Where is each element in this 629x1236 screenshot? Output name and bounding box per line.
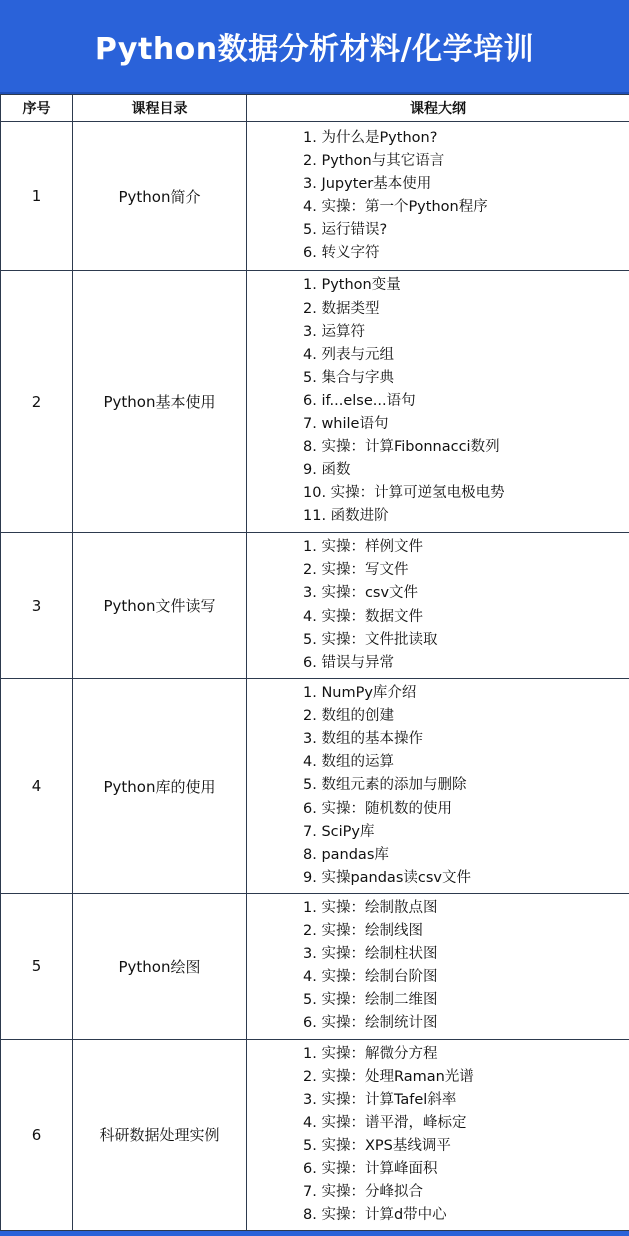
outline-item: 2. 实操：写文件 [303, 559, 629, 582]
outline-item: 6. if...else...语句 [303, 390, 629, 413]
row-category: Python文件读写 [73, 533, 247, 679]
row-category: Python基本使用 [73, 271, 247, 533]
row-category: 科研数据处理实例 [73, 1039, 247, 1231]
outline-item: 4. 实操：数据文件 [303, 606, 629, 629]
outline-item: 5. 集合与字典 [303, 367, 629, 390]
row-category: Python简介 [73, 122, 247, 271]
outline-item: 2. 数组的创建 [303, 705, 629, 728]
outline-item: 3. 数组的基本操作 [303, 728, 629, 751]
row-index: 4 [1, 679, 73, 894]
outline-item: 4. 实操：第一个Python程序 [303, 196, 629, 219]
course-table [0, 94, 629, 1231]
outline-item: 7. while语句 [303, 413, 629, 436]
outline-item: 8. 实操：计算d带中心 [303, 1204, 629, 1227]
row-outline [247, 1039, 629, 1231]
row-outline [247, 533, 629, 679]
outline-item: 5. 实操：文件批读取 [303, 629, 629, 652]
outline-item: 5. 数组元素的添加与删除 [303, 774, 629, 797]
row-outline [247, 679, 629, 894]
outline-item: 1. Python变量 [303, 274, 629, 297]
outline-item: 4. 实操：绘制台阶图 [303, 966, 629, 989]
outline-list [303, 682, 629, 890]
outline-item: 6. 实操：随机数的使用 [303, 798, 629, 821]
row-index: 2 [1, 271, 73, 533]
outline-item: 4. 数组的运算 [303, 751, 629, 774]
outline-item: 5. 实操：XPS基线调平 [303, 1135, 629, 1158]
outline-item: 1. 实操：样例文件 [303, 536, 629, 559]
row-outline [247, 271, 629, 533]
outline-list [303, 127, 629, 266]
table-row [1, 533, 629, 679]
row-index: 1 [1, 122, 73, 271]
row-category: Python绘图 [73, 894, 247, 1040]
header-outline: 课程大纲 [247, 95, 629, 122]
outline-item: 8. pandas库 [303, 844, 629, 867]
outline-list [303, 274, 629, 528]
row-index: 5 [1, 894, 73, 1040]
outline-item: 7. 实操：分峰拟合 [303, 1181, 629, 1204]
outline-item: 1. NumPy库介绍 [303, 682, 629, 705]
table-header-row [1, 95, 629, 122]
outline-item: 7. SciPy库 [303, 821, 629, 844]
outline-item: 2. 数据类型 [303, 298, 629, 321]
outline-item: 6. 实操：绘制统计图 [303, 1012, 629, 1035]
table-row [1, 679, 629, 894]
outline-item: 10. 实操：计算可逆氢电极电势 [303, 482, 629, 505]
row-index: 3 [1, 533, 73, 679]
outline-item: 2. 实操：绘制线图 [303, 920, 629, 943]
header-category: 课程目录 [73, 95, 247, 122]
row-index: 6 [1, 1039, 73, 1231]
outline-item: 6. 实操：计算峰面积 [303, 1158, 629, 1181]
table-row [1, 271, 629, 533]
outline-item: 1. 实操：解微分方程 [303, 1043, 629, 1066]
outline-item: 1. 实操：绘制散点图 [303, 897, 629, 920]
outline-item: 5. 实操：绘制二维图 [303, 989, 629, 1012]
outline-item: 4. 列表与元组 [303, 344, 629, 367]
row-outline [247, 122, 629, 271]
row-outline [247, 894, 629, 1040]
outline-item: 2. 实操：处理Raman光谱 [303, 1066, 629, 1089]
header-index: 序号 [1, 95, 73, 122]
outline-item: 2. Python与其它语言 [303, 150, 629, 173]
outline-item: 8. 实操：计算Fibonnacci数列 [303, 436, 629, 459]
outline-item: 3. 运算符 [303, 321, 629, 344]
outline-item: 3. 实操：计算Tafel斜率 [303, 1089, 629, 1112]
outline-item: 9. 实操pandas读csv文件 [303, 867, 629, 890]
outline-item: 6. 错误与异常 [303, 652, 629, 675]
outline-item: 3. Jupyter基本使用 [303, 173, 629, 196]
outline-item: 6. 转义字符 [303, 242, 629, 265]
outline-item: 9. 函数 [303, 459, 629, 482]
outline-list [303, 536, 629, 675]
outline-item: 3. 实操：csv文件 [303, 582, 629, 605]
outline-item: 3. 实操：绘制柱状图 [303, 943, 629, 966]
row-category: Python库的使用 [73, 679, 247, 894]
outline-item: 4. 实操：谱平滑，峰标定 [303, 1112, 629, 1135]
outline-item: 11. 函数进阶 [303, 505, 629, 528]
outline-list [303, 1043, 629, 1228]
outline-item: 5. 运行错误? [303, 219, 629, 242]
outline-item: 1. 为什么是Python? [303, 127, 629, 150]
page-title: Python数据分析材料/化学培训 [0, 0, 629, 94]
outline-list [303, 897, 629, 1036]
table-row [1, 1039, 629, 1231]
bottom-rule [0, 1231, 629, 1236]
table-row [1, 894, 629, 1040]
table-row [1, 122, 629, 271]
